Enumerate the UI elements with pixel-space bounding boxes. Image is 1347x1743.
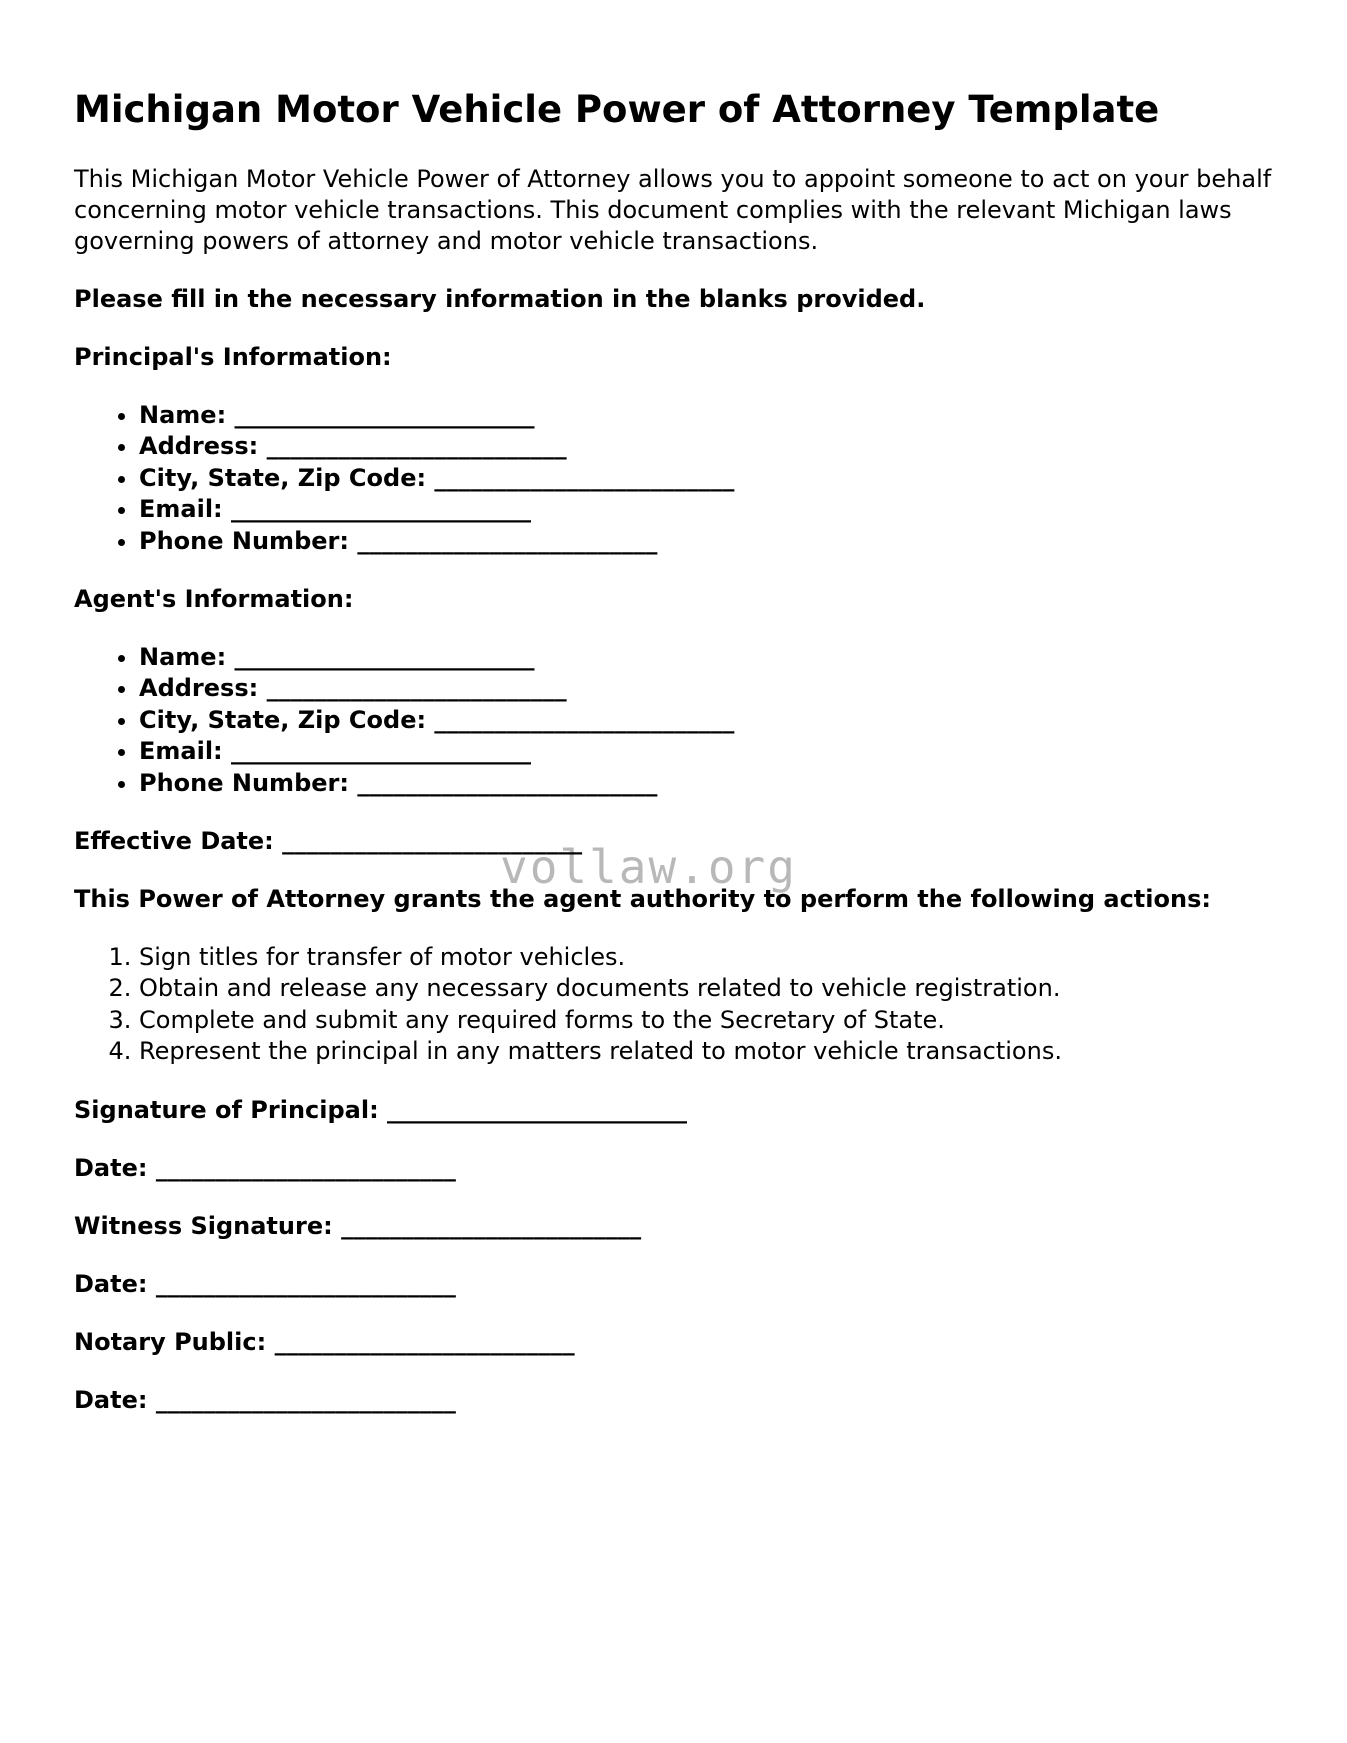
document-page: [74, 88, 1274, 1443]
fill-blank[interactable]: _________________________: [434, 463, 735, 492]
action-item: 1. Sign titles for transfer of motor vehicles.: [139, 942, 1274, 973]
action-item: 3. Complete and submit any required forms to the Secretary of State.: [139, 1005, 1274, 1036]
witness-signature-line: Witness Signature: _________________________: [74, 1211, 642, 1240]
fill-blank[interactable]: _________________________: [282, 827, 583, 856]
effective-date-line: Effective Date: _________________________: [74, 827, 583, 856]
instruction-text: Please fill in the necessary information in the blanks provided.: [74, 285, 926, 313]
agent-heading: Agent's Information:: [74, 585, 354, 614]
fill-blank[interactable]: _________________________: [357, 768, 658, 797]
fill-blank[interactable]: _________________________: [155, 1269, 456, 1298]
fill-blank[interactable]: _________________________: [387, 1095, 688, 1124]
action-item: 4. Represent the principal in any matters related to motor vehicle transactions.: [139, 1036, 1274, 1067]
fill-blank[interactable]: _________________________: [341, 1211, 642, 1240]
fill-blank[interactable]: _________________________: [231, 495, 532, 524]
agent-email-field: • Email: _________________________: [139, 736, 1274, 767]
action-item: 2. Obtain and release any necessary documents related to vehicle registration.: [139, 973, 1274, 1004]
actions-list: [74, 942, 1274, 1068]
fill-blank[interactable]: _________________________: [155, 1385, 456, 1414]
document-title: Michigan Motor Vehicle Power of Attorney Template: [74, 88, 1160, 131]
principal-signature-date-line: Date: _________________________: [74, 1153, 456, 1182]
witness-date-line: Date: _________________________: [74, 1269, 456, 1298]
intro-paragraph: This Michigan Motor Vehicle Power of Attorney allows you to appoint someone to act on your behalf concerning motor vehicle transactions. This document complies with the relevant Michigan laws governing powers of attorney and motor vehicle transactions.: [74, 165, 1272, 255]
fill-blank[interactable]: _________________________: [266, 432, 567, 461]
fill-blank[interactable]: _________________________: [231, 737, 532, 766]
authority-heading: This Power of Attorney grants the agent authority to perform the following actions:: [74, 885, 1211, 914]
notary-public-line: Notary Public: _________________________: [74, 1327, 575, 1356]
agent-phone-field: • Phone Number: _________________________: [139, 768, 1274, 799]
principal-phone-field: • Phone Number: _________________________: [139, 526, 1274, 557]
fill-blank[interactable]: _________________________: [234, 401, 535, 429]
principal-email-field: • Email: _________________________: [139, 494, 1274, 525]
principal-signature-line: Signature of Principal: _________________________: [74, 1095, 688, 1124]
agent-name-field: • Name: _________________________: [139, 642, 1274, 673]
principal-address-field: • Address: _________________________: [139, 431, 1274, 462]
fill-blank[interactable]: _________________________: [155, 1153, 456, 1182]
principal-heading: Principal's Information:: [74, 343, 392, 371]
principal-city-state-zip-field: • City, State, Zip Code: _________________________: [139, 463, 1274, 494]
agent-fields-list: [74, 642, 1274, 799]
notary-date-line: Date: _________________________: [74, 1385, 456, 1414]
fill-blank[interactable]: _________________________: [234, 643, 535, 672]
agent-city-state-zip-field: • City, State, Zip Code: _________________________: [139, 705, 1274, 736]
principal-name-field: • Name: _________________________: [139, 400, 1274, 431]
principal-fields-list: [74, 400, 1274, 557]
fill-blank[interactable]: _________________________: [434, 705, 735, 734]
watermark-text: vollaw.org: [500, 840, 797, 894]
fill-blank[interactable]: _________________________: [266, 674, 567, 703]
agent-address-field: • Address: _________________________: [139, 673, 1274, 704]
fill-blank[interactable]: _________________________: [274, 1327, 575, 1356]
fill-blank[interactable]: _________________________: [357, 526, 658, 555]
